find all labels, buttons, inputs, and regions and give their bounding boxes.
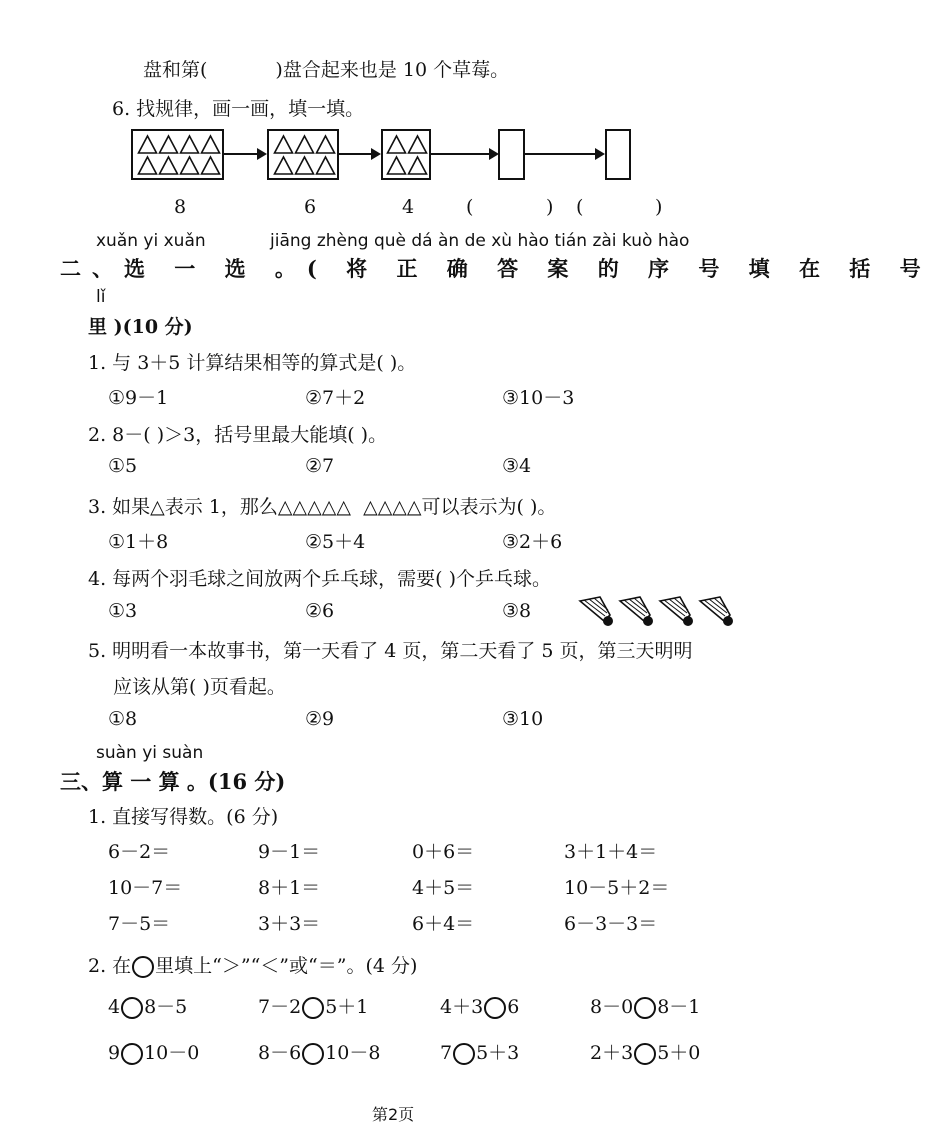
shuttlecock-illustration	[578, 595, 738, 631]
compare-circle-input[interactable]	[453, 1043, 475, 1065]
triangle-icon	[179, 155, 200, 176]
section2-pinyin-a: xuǎn yi xuǎn	[96, 231, 206, 251]
section3-header: 三、算 一 算 。(16 分)	[60, 769, 286, 794]
triangle-icon	[158, 155, 179, 176]
blank-open-paren: (	[576, 196, 584, 218]
compare-right: 5＋1	[325, 996, 369, 1018]
triangle-icon	[179, 134, 200, 155]
compare-right: 5＋0	[657, 1042, 701, 1064]
page-footer: 第2页	[372, 1105, 415, 1124]
compare-item	[108, 1038, 199, 1065]
option[interactable]: ①8	[108, 708, 138, 730]
compare-right: 5＋3	[476, 1042, 520, 1064]
triangle-icon	[137, 155, 158, 176]
compare-left: 2＋3	[590, 1042, 634, 1064]
calc-item[interactable]: 3＋1＋4＝	[564, 841, 658, 863]
pattern-box-4	[381, 129, 431, 180]
compare-item	[590, 992, 700, 1019]
section2-pinyin-li: lǐ	[96, 287, 106, 307]
triangle-icon	[386, 155, 407, 176]
arrow-right-icon	[431, 153, 497, 155]
compare-left: 8－0	[590, 996, 634, 1018]
compare-item	[108, 992, 187, 1019]
option[interactable]: ①9－1	[108, 387, 169, 409]
compare-item	[440, 992, 519, 1019]
blank-close-paren: )	[655, 196, 663, 218]
compare-right: 10－0	[144, 1042, 200, 1064]
s2-q3-text	[88, 492, 556, 519]
calc-item[interactable]: 3＋3＝	[258, 913, 321, 935]
triangle-icon	[294, 134, 315, 155]
s3-q1-title: 1. 直接写得数。(6 分)	[88, 806, 279, 828]
count-label: 8	[174, 196, 187, 218]
calc-item[interactable]: 7－5＝	[108, 913, 171, 935]
option[interactable]: ①1＋8	[108, 531, 169, 553]
answer-blank[interactable]	[480, 196, 544, 218]
shuttlecock-icon	[580, 597, 613, 626]
s2-q5-line2: 应该从第( )页看起。	[113, 676, 286, 698]
pattern-box-6	[267, 129, 339, 180]
circle-icon	[132, 956, 154, 978]
triangle-icon	[273, 134, 294, 155]
count-label: 4	[402, 196, 415, 218]
compare-right: 8－5	[144, 996, 188, 1018]
triangle-icons: △△△△	[363, 496, 422, 518]
compare-item	[258, 992, 368, 1019]
option[interactable]: ③8	[502, 600, 532, 622]
triangle-icon	[137, 134, 158, 155]
pattern-box-8	[131, 129, 224, 180]
section2-pinyin-b: jiāng zhèng què dá àn de xù hào tián zài kuò hào	[270, 231, 690, 251]
option[interactable]: ①3	[108, 600, 138, 622]
option[interactable]: ③10	[502, 708, 544, 730]
option[interactable]: ②6	[305, 600, 335, 622]
triangle-icon	[407, 155, 428, 176]
s2-q3-post: 可以表示为( )。	[421, 496, 557, 518]
compare-circle-input[interactable]	[634, 997, 656, 1019]
compare-left: 4＋3	[440, 996, 484, 1018]
arrow-right-icon	[224, 153, 265, 155]
triangle-icon	[315, 155, 336, 176]
s2-q3-pre: 3. 如果△表示 1，那么	[88, 496, 278, 518]
compare-left: 7－2	[258, 996, 302, 1018]
compare-left: 9	[108, 1042, 121, 1064]
triangle-icon	[158, 134, 179, 155]
calc-item[interactable]: 8＋1＝	[258, 877, 321, 899]
compare-left: 8－6	[258, 1042, 302, 1064]
calc-item[interactable]: 6－2＝	[108, 841, 171, 863]
blank-close-paren: )	[546, 196, 554, 218]
continuation-line	[143, 55, 509, 82]
count-label: 6	[304, 196, 317, 218]
empty-pattern-box[interactable]	[605, 129, 631, 180]
s2-q4-text: 4. 每两个羽毛球之间放两个乒乓球，需要( )个乒乓球。	[88, 568, 552, 590]
triangle-icon	[200, 134, 221, 155]
option[interactable]: ③10－3	[502, 387, 575, 409]
compare-circle-input[interactable]	[484, 997, 506, 1019]
continuation-part1: 盘和第(	[143, 59, 208, 81]
option[interactable]: ②7＋2	[305, 387, 366, 409]
calc-item[interactable]: 6＋4＝	[412, 913, 475, 935]
blank-open-paren: (	[466, 196, 474, 218]
compare-circle-input[interactable]	[121, 1043, 143, 1065]
option[interactable]: ②7	[305, 455, 335, 477]
option[interactable]: ③2＋6	[502, 531, 563, 553]
calc-item[interactable]: 10－7＝	[108, 877, 183, 899]
option[interactable]: ①5	[108, 455, 138, 477]
empty-pattern-box[interactable]	[498, 129, 525, 180]
option[interactable]: ②9	[305, 708, 335, 730]
triangle-icon	[407, 134, 428, 155]
q6-title: 6. 找规律，画一画，填一填。	[112, 98, 365, 120]
compare-circle-input[interactable]	[302, 1043, 324, 1065]
continuation-part2: )盘合起来也是 10 个草莓。	[275, 59, 510, 81]
compare-item	[590, 1038, 700, 1065]
compare-left: 7	[440, 1042, 453, 1064]
option[interactable]: ②5＋4	[305, 531, 366, 553]
s3-q2-pre: 2. 在	[88, 955, 132, 977]
option[interactable]: ③4	[502, 455, 532, 477]
calc-item[interactable]: 6－3－3＝	[564, 913, 658, 935]
compare-circle-input[interactable]	[634, 1043, 656, 1065]
triangle-icon	[273, 155, 294, 176]
triangle-icons: △△△△△	[277, 496, 351, 518]
s3-q2-post: 里填上“＞”“＜”或“＝”。(4 分)	[155, 955, 418, 977]
arrow-right-icon	[525, 153, 603, 155]
s3-q2-title	[88, 951, 417, 978]
compare-circle-input[interactable]	[121, 997, 143, 1019]
compare-item	[258, 1038, 380, 1065]
answer-blank[interactable]	[590, 196, 654, 218]
compare-right: 6	[507, 996, 520, 1018]
section3-pinyin: suàn yi suàn	[96, 743, 204, 763]
calc-item[interactable]: 10－5＋2＝	[564, 877, 670, 899]
triangle-icon	[200, 155, 221, 176]
triangle-icon	[386, 134, 407, 155]
calc-item[interactable]: 0＋6＝	[412, 841, 475, 863]
section2-header: 二、选 一 选 。( 将 正 确 答 案 的 序 号 填 在 括 号	[60, 256, 932, 281]
s2-q5-line1: 5. 明明看一本故事书，第一天看了 4 页，第二天看了 5 页，第三天明明	[88, 640, 693, 662]
section2-header-cont: 里 )(10 分)	[88, 316, 193, 338]
triangle-icon	[315, 134, 336, 155]
calc-item[interactable]: 4＋5＝	[412, 877, 475, 899]
compare-right: 8－1	[657, 996, 701, 1018]
s2-q2-text: 2. 8－( )＞3，括号里最大能填( )。	[88, 424, 388, 446]
compare-circle-input[interactable]	[302, 997, 324, 1019]
compare-right: 10－8	[325, 1042, 381, 1064]
calc-item[interactable]: 9－1＝	[258, 841, 321, 863]
triangle-icon	[294, 155, 315, 176]
s2-q1-text: 1. 与 3＋5 计算结果相等的算式是( )。	[88, 352, 417, 374]
arrow-right-icon	[339, 153, 379, 155]
compare-left: 4	[108, 996, 121, 1018]
compare-item	[440, 1038, 519, 1065]
